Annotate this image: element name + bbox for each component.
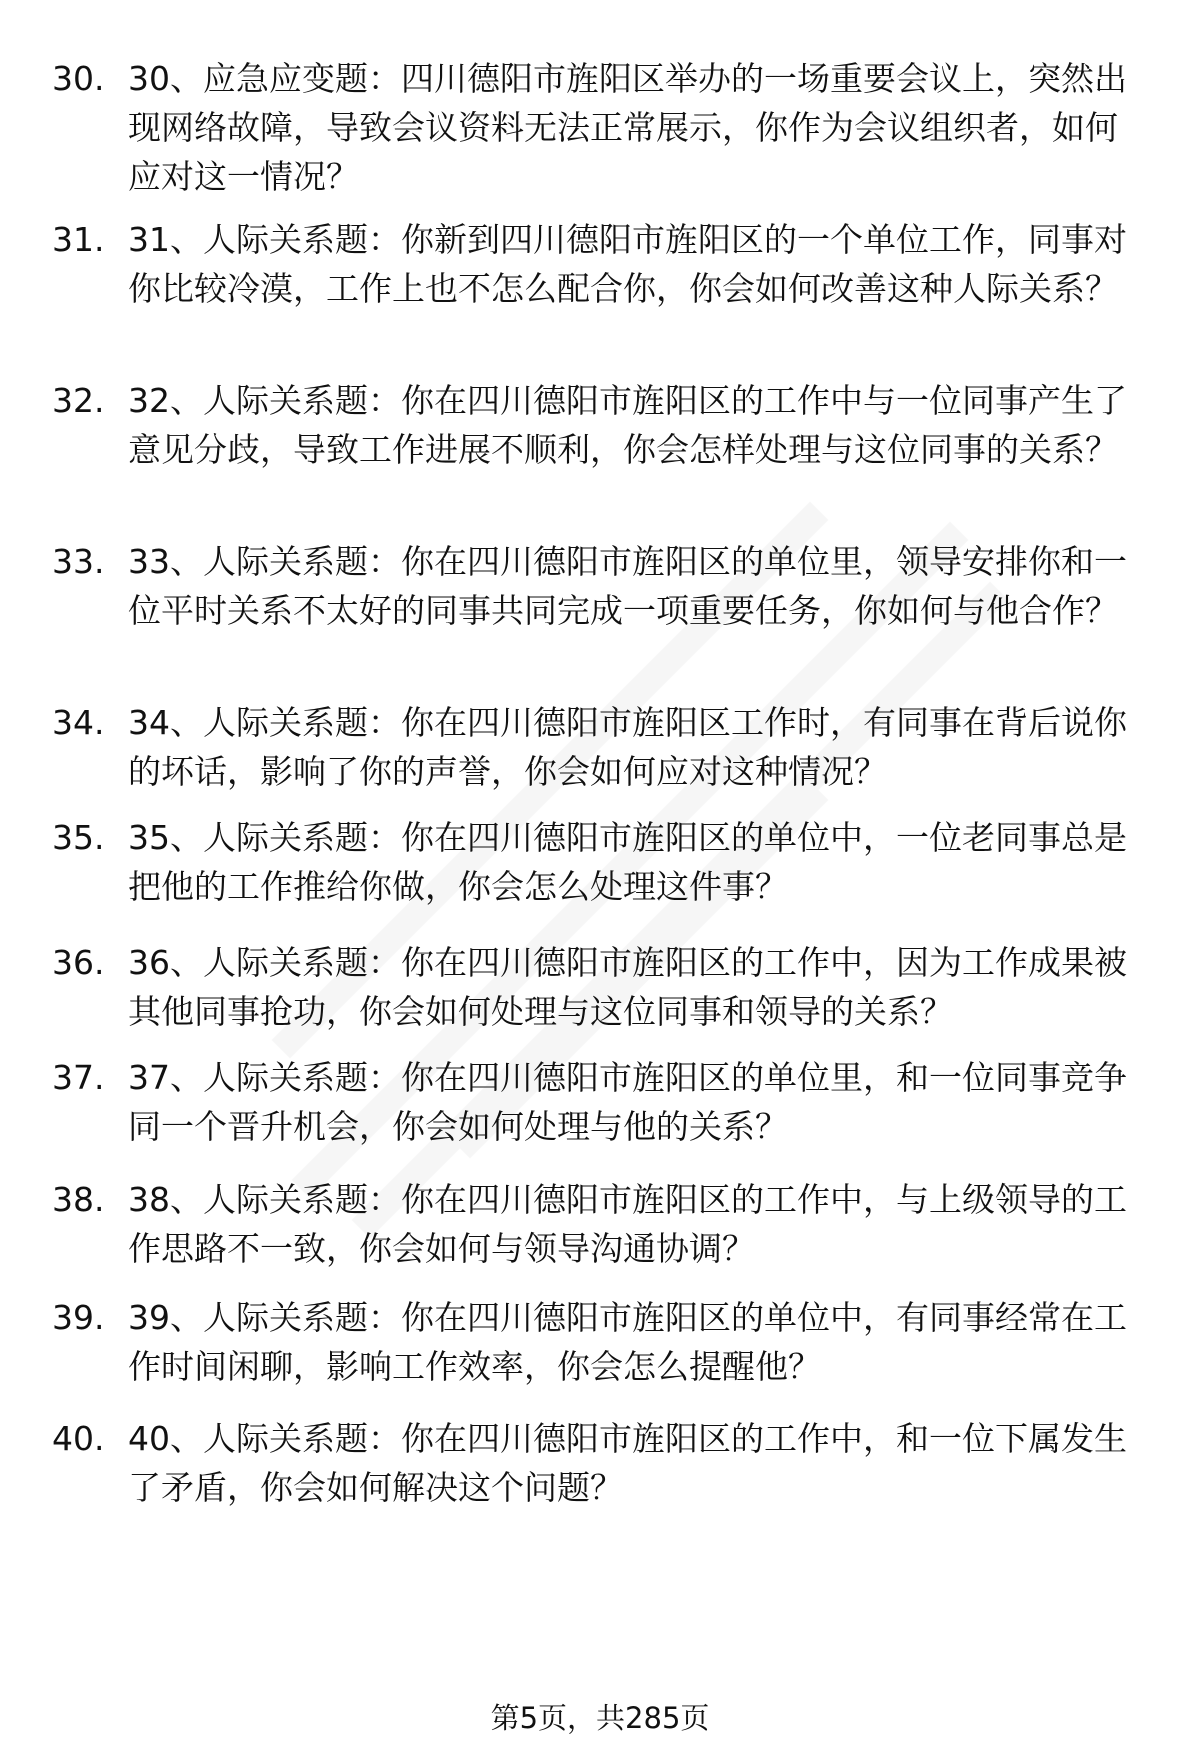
- question-number: 35.: [52, 818, 105, 857]
- question-text: 40、人际关系题：你在四川德阳市旌阳区的工作中，和一位下属发生了矛盾，你会如何解决这个问题？: [128, 1419, 1127, 1507]
- question-number: 33.: [52, 542, 105, 581]
- question-text: 34、人际关系题：你在四川德阳市旌阳区工作时，有同事在背后说你的坏话，影响了你的声誉，你会如何应对这种情况？: [128, 703, 1127, 791]
- question-text: 36、人际关系题：你在四川德阳市旌阳区的工作中，因为工作成果被其他同事抢功，你会如何处理与这位同事和领导的关系？: [128, 943, 1127, 1031]
- question-number: 37.: [52, 1058, 105, 1097]
- question-number: 31.: [52, 220, 105, 259]
- question-text: 30、应急应变题：四川德阳市旌阳区举办的一场重要会议上，突然出现网络故障，导致会议资料无法正常展示，你作为会议组织者，如何应对这一情况？: [128, 59, 1127, 196]
- question-text: 39、人际关系题：你在四川德阳市旌阳区的单位中，有同事经常在工作时间闲聊，影响工作效率，你会怎么提醒他？: [128, 1298, 1127, 1386]
- question-number: 36.: [52, 943, 105, 982]
- question-text: 33、人际关系题：你在四川德阳市旌阳区的单位里，领导安排你和一位平时关系不太好的同事共同完成一项重要任务，你如何与他合作？: [128, 542, 1127, 630]
- question-number: 38.: [52, 1180, 105, 1219]
- question-text: 35、人际关系题：你在四川德阳市旌阳区的单位中，一位老同事总是把他的工作推给你做，你会怎么处理这件事？: [128, 818, 1127, 906]
- question-number: 40.: [52, 1419, 105, 1458]
- question-text: 31、人际关系题：你新到四川德阳市旌阳区的一个单位工作，同事对你比较冷漠，工作上也不怎么配合你，你会如何改善这种人际关系？: [128, 220, 1127, 308]
- page-footer: 第5页，共285页: [490, 1701, 710, 1735]
- question-text: 37、人际关系题：你在四川德阳市旌阳区的单位里，和一位同事竞争同一个晋升机会，你会如何处理与他的关系？: [128, 1058, 1127, 1146]
- question-number: 34.: [52, 703, 105, 742]
- question-number: 39.: [52, 1298, 105, 1337]
- question-number: 32.: [52, 381, 105, 420]
- question-text: 38、人际关系题：你在四川德阳市旌阳区的工作中，与上级领导的工作思路不一致，你会如何与领导沟通协调？: [128, 1180, 1127, 1268]
- question-number: 30.: [52, 59, 105, 98]
- question-text: 32、人际关系题：你在四川德阳市旌阳区的工作中与一位同事产生了意见分歧，导致工作进展不顺利，你会怎样处理与这位同事的关系？: [128, 381, 1127, 469]
